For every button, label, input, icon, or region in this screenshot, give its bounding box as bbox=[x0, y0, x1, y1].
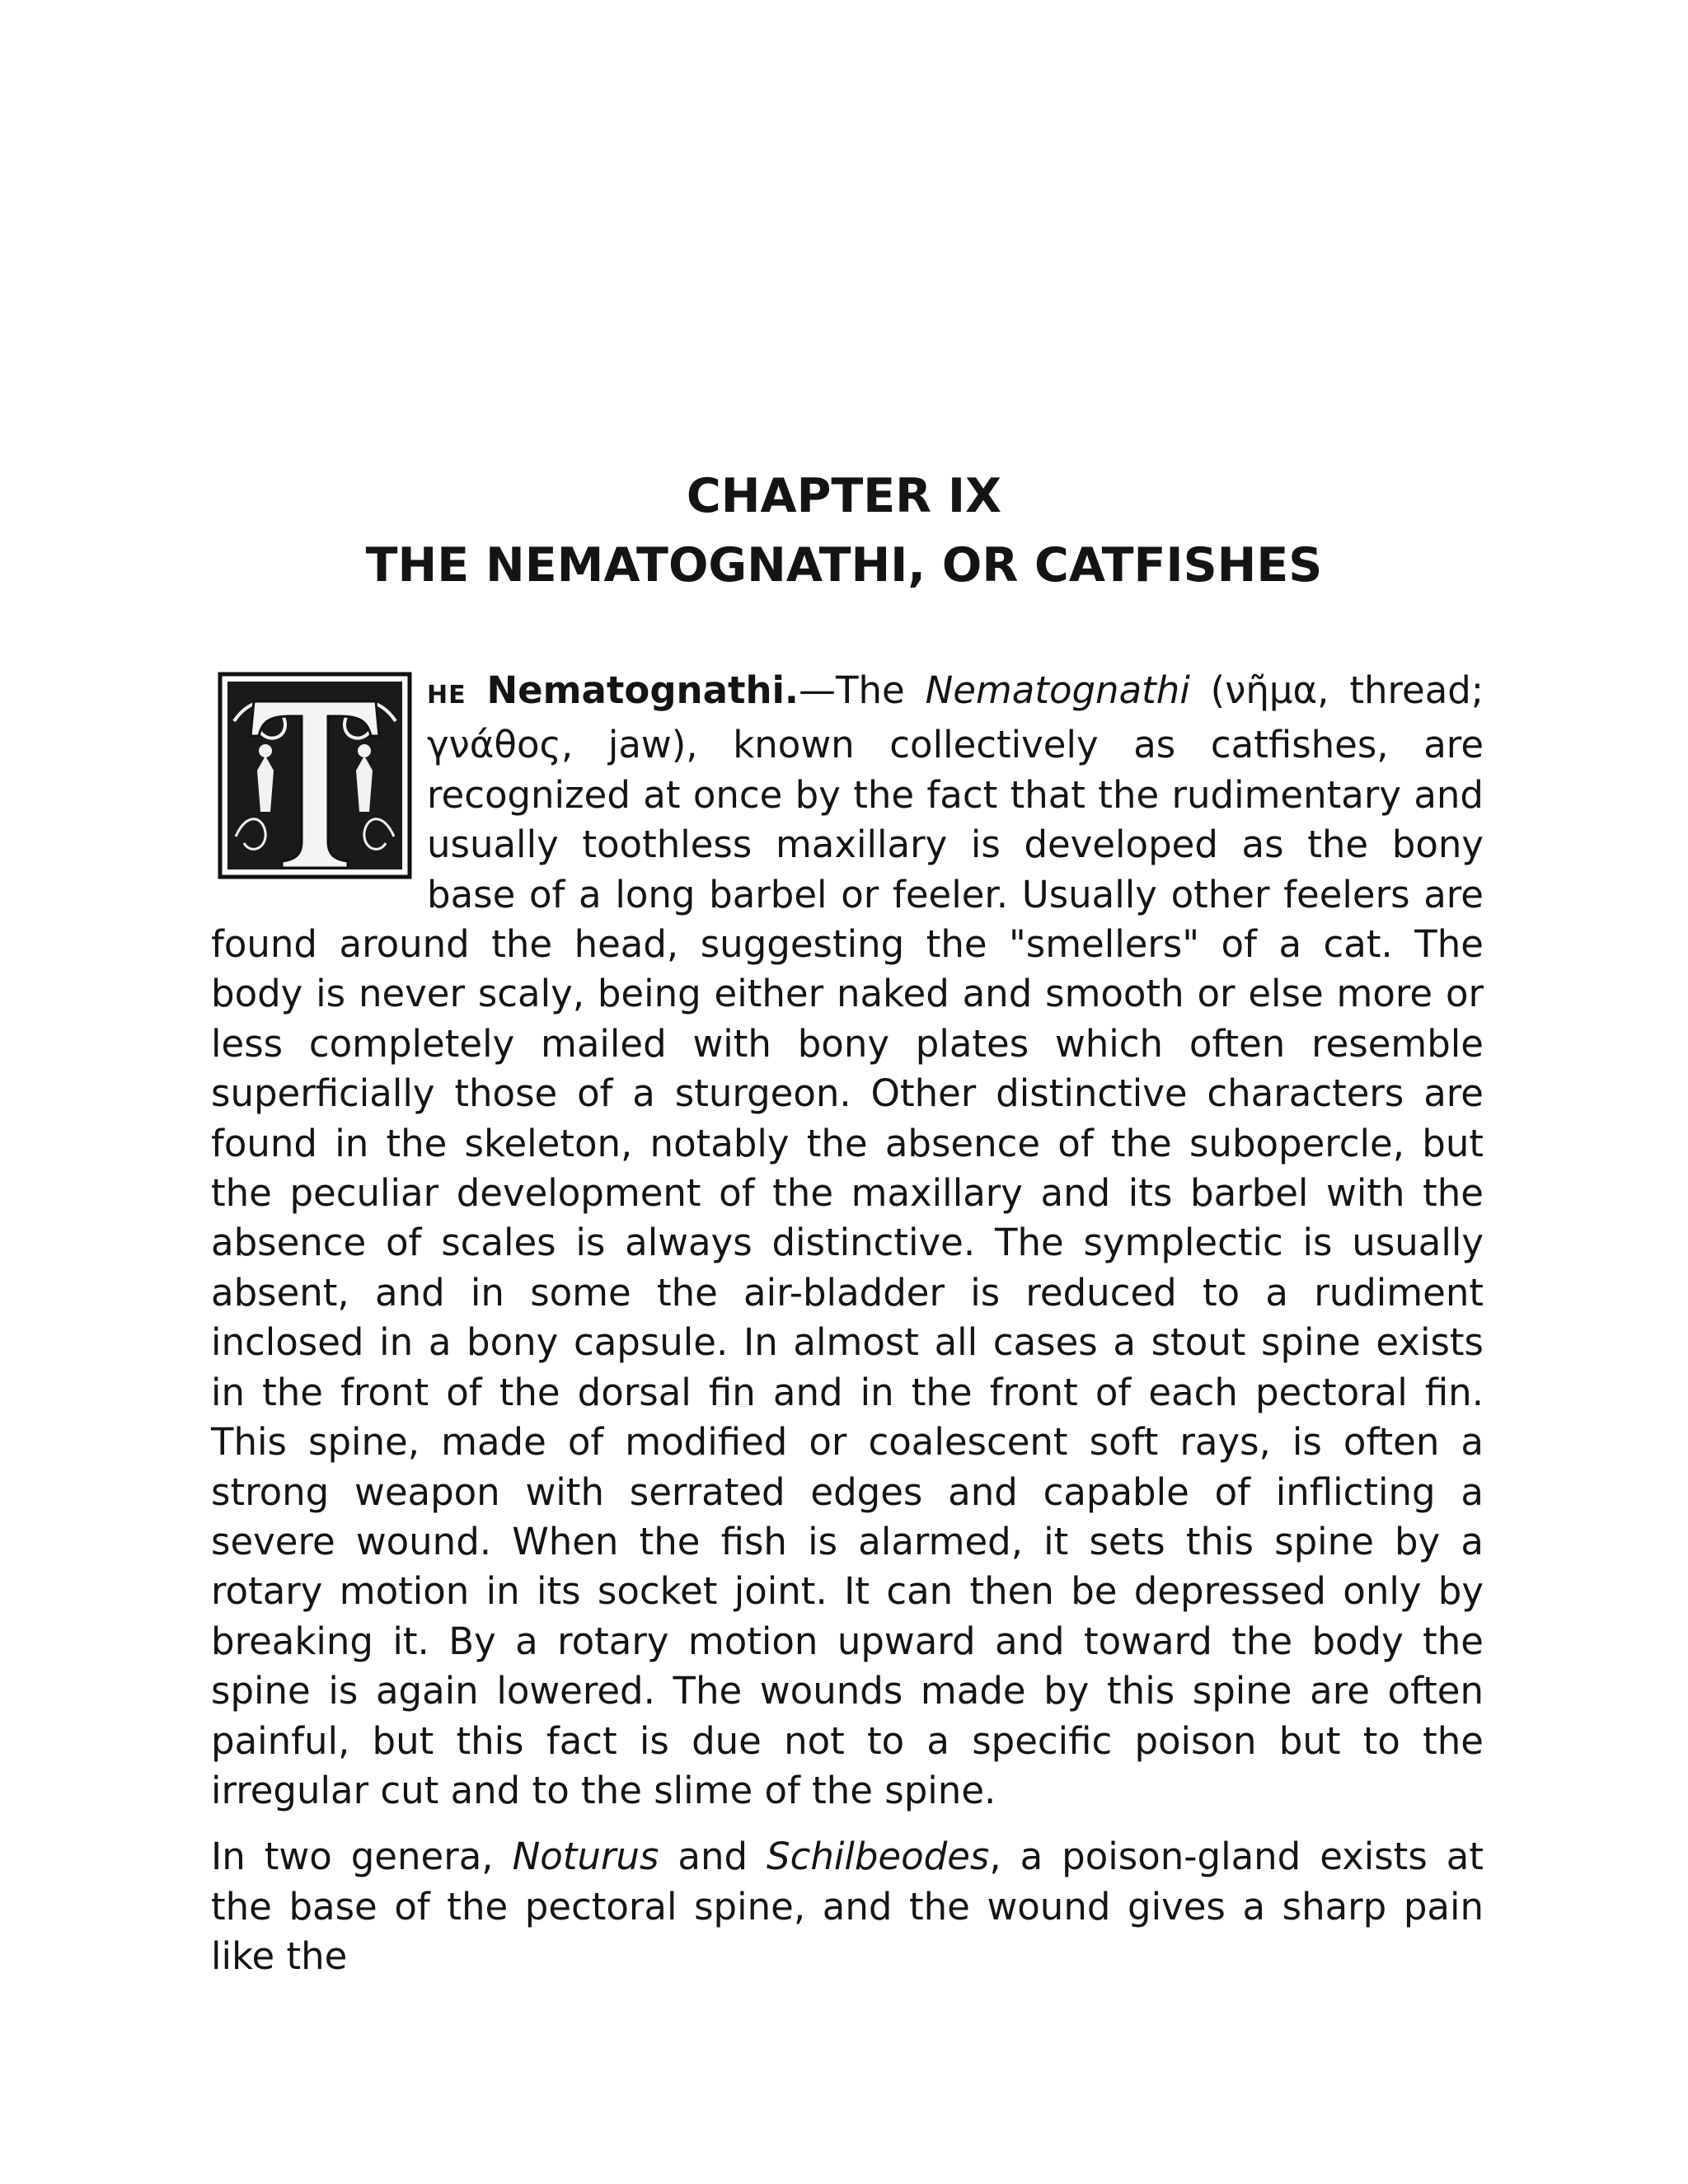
genus-noturus: Noturus bbox=[512, 1835, 659, 1879]
paragraph-2 bbox=[211, 1832, 1484, 1981]
section-term: Nematognathi. bbox=[486, 668, 799, 712]
paragraph-2-and: and bbox=[659, 1835, 767, 1879]
decorated-initial bbox=[218, 672, 412, 879]
genus-schilbeodes: Schilbeodes bbox=[767, 1835, 990, 1879]
dash-the: —The bbox=[799, 668, 926, 712]
paragraph-2-text: , a poison-gland exists at the base of the pectoral spine, and the wound gives a sharp pain like the bbox=[211, 1835, 1484, 1979]
drop-cap-rest: HE bbox=[427, 681, 467, 710]
chapter-number: CHAPTER IX bbox=[686, 469, 1002, 523]
chapter-body bbox=[211, 666, 1484, 1982]
term-italic: Nematognathi bbox=[925, 668, 1190, 712]
chapter-title: THE NEMATOGNATHI, OR CATFISHES bbox=[365, 538, 1323, 593]
paragraph-1 bbox=[211, 666, 1484, 1816]
paragraph-2-lead: In two genera, bbox=[211, 1835, 513, 1879]
paragraph-1-text: (νῆμα, thread; γνάθος, jaw), known collectively as catfishes, are recognized at once by the fact that the rudimentary and usually toothless maxillary is developed as the bony base of a long barbel or feeler. Usually other feelers are found around the head, suggesting the "smellers" of a cat. The body is never scaly, being either naked and smooth or else more or less completely mailed with bony plates which often resemble superficially those of a sturgeon. Other distinctive characters are found in the skeleton, notably the absence of the subopercle, but the peculiar development of the maxillary and its barbel with the absence of scales is always distinctive. The symplectic is usually absent, and in some the air-bladder is reduced to a rudiment inclosed in a bony capsule. In almost all cases a stout spine exists in the front of the dorsal fin and in the front of each pectoral fin. This spine, made of modified or coalescent soft rays, is often a strong weapon with serrated edges and capable of inflicting a severe wound. When the fish is alarmed, it sets this spine by a rotary motion in its socket joint. It can then be depressed only by breaking it. By a rotary motion upward and toward the body the spine is again lowered. The wounds made by this spine are often painful, but this fact is due not to a specific poison but to the irregular cut and to the slime of the spine. bbox=[211, 668, 1484, 1812]
decorated-initial-t-icon bbox=[218, 672, 412, 879]
chapter-heading bbox=[0, 462, 1688, 600]
